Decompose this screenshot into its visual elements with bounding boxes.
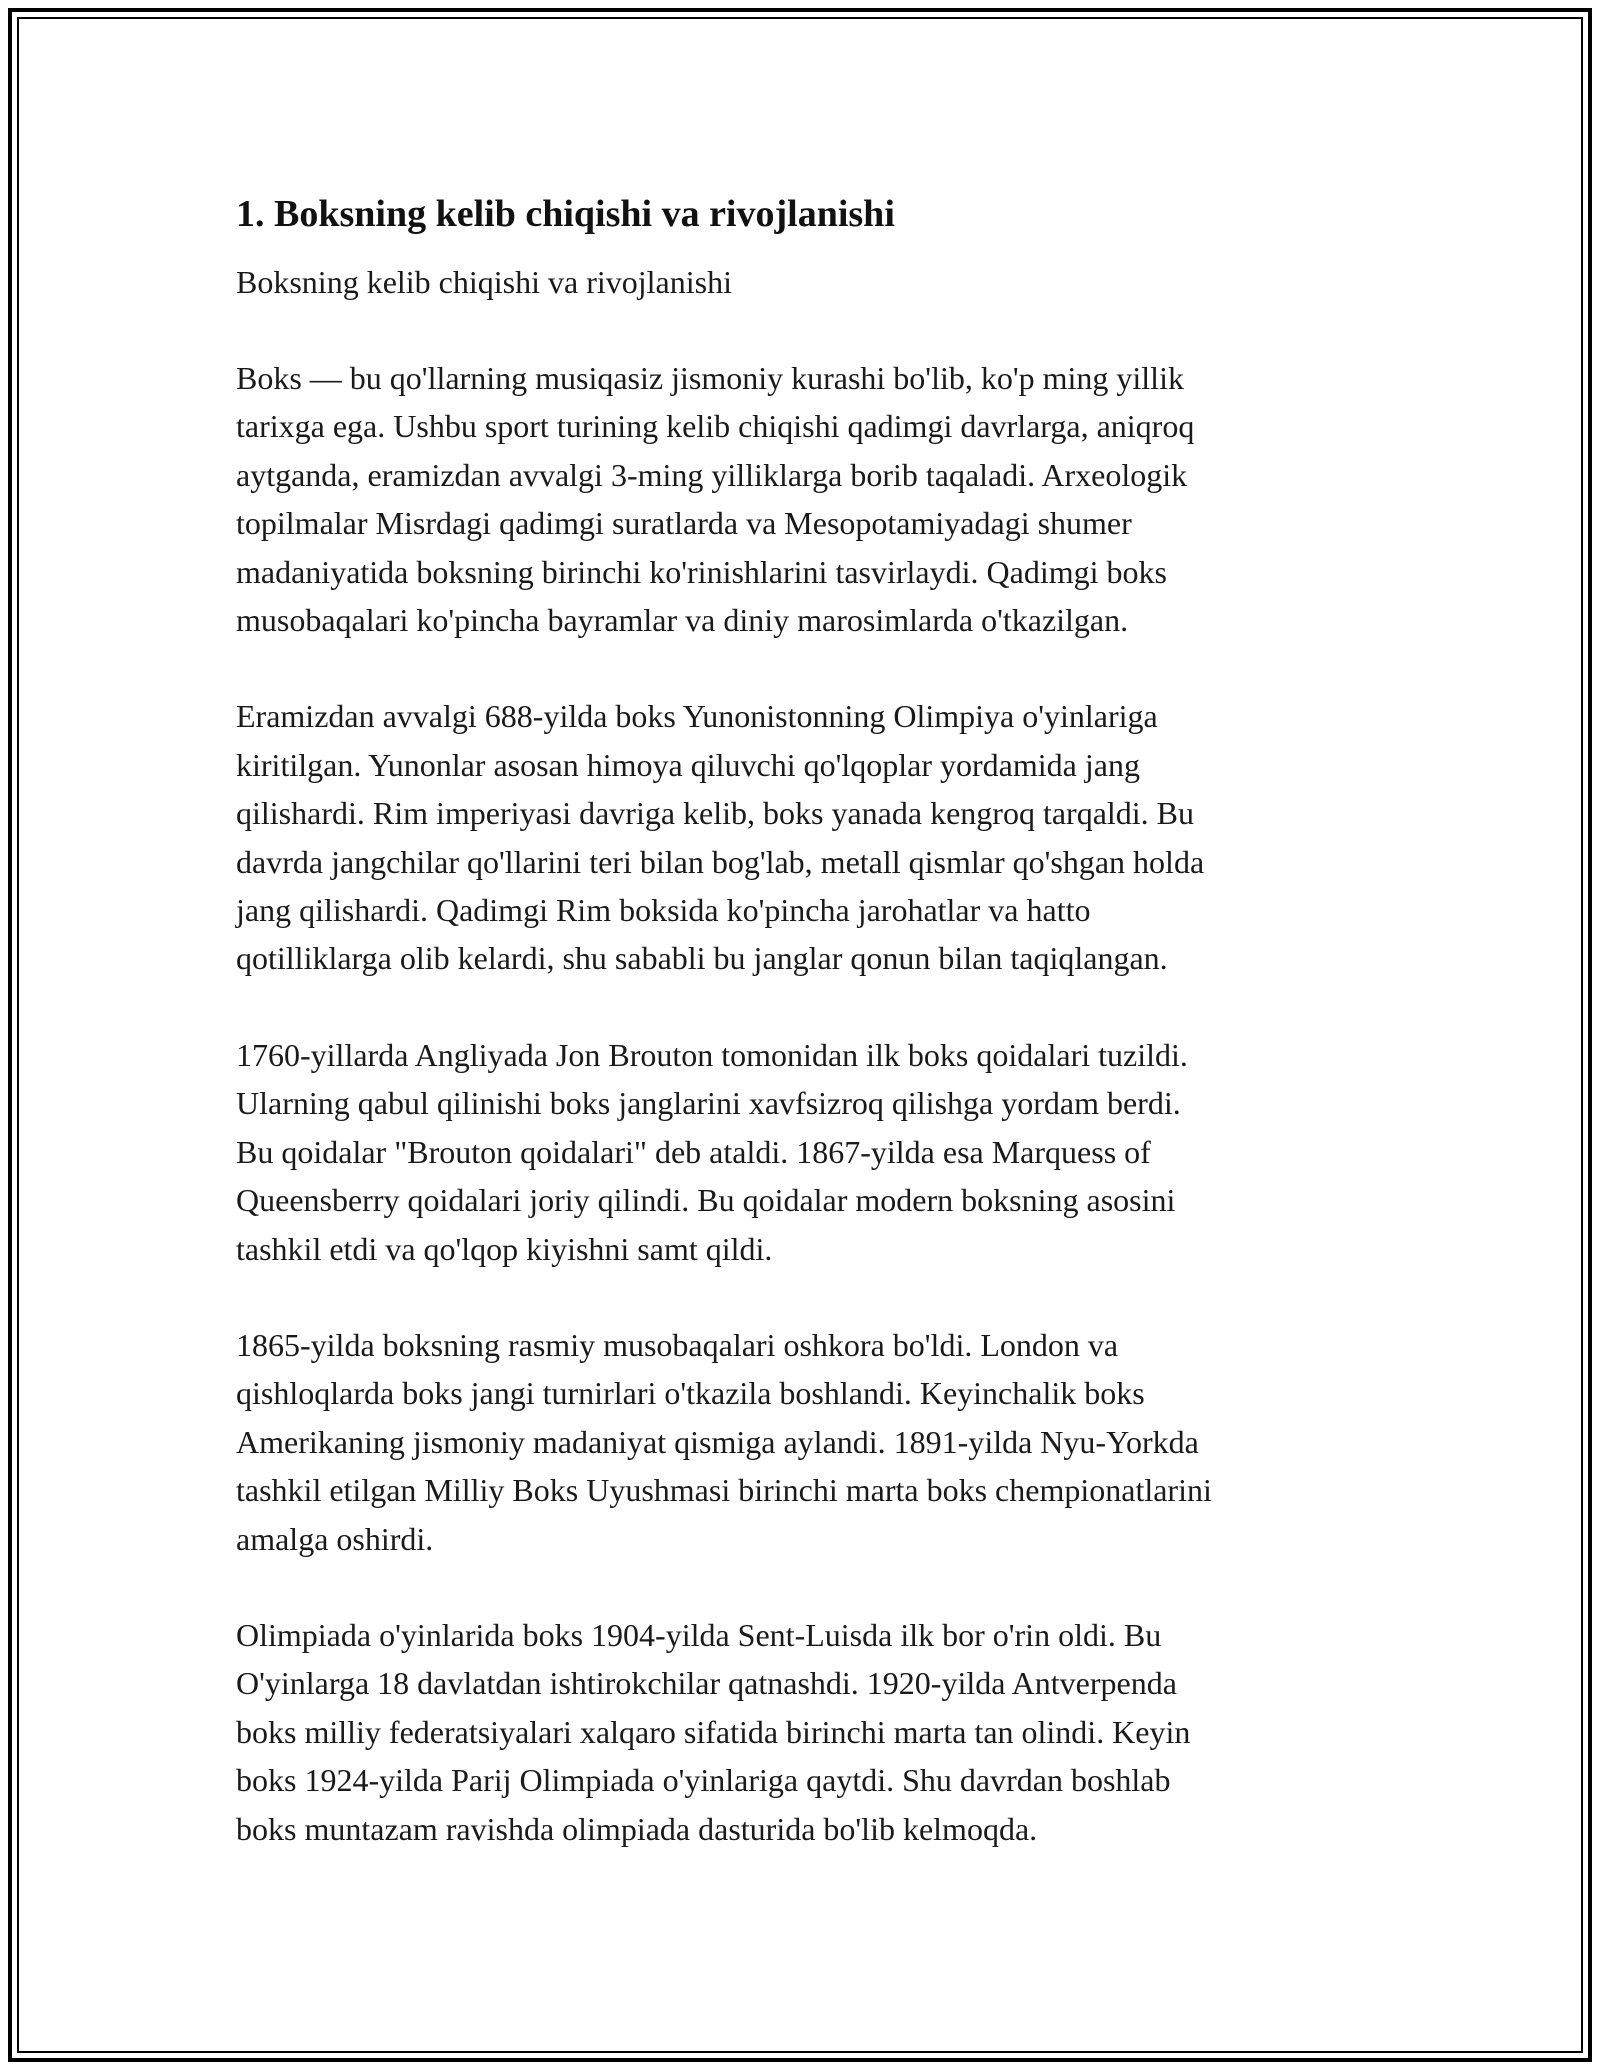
paragraph-olympics: Olimpiada o'yinlarida boks 1904-yilda Sent-Luisda ilk bor o'rin oldi. Bu O'yinlarga 18 davlatdan ishtirokchilar qatnashdi. 1920-yilda Antverpenda boks milliy federatsiyalari xalqaro sifatida birinchi marta tan olindi. Keyin boks 1924-yilda Parij Olimpiada o'yinlariga qaytdi. Shu davrdan boshlab boks muntazam ravishda olimpiada dasturida bo'lib kelmoqda.: [236, 1616, 1191, 1847]
paragraph-origins: Boks — bu qo'llarning musiqasiz jismoniy kurashi bo'lib, ko'p ming yillik tarixga ega. Ushbu sport turining kelib chiqishi qadimgi davrlarga, aniqroq aytganda, eramizdan avvalgi 3-ming yilliklarga borib taqaladi. Arxeologik topilmalar Misrdagi qadimgi suratlarda va Mesopotamiyadagi shumer madaniyatida boksning birinchi ko'rinishlarini tasvirlaydi. Qadimgi boks musobaqalari ko'pincha bayramlar va diniy marosimlarda o'tkazilgan.: [236, 360, 1195, 639]
section-subtitle: Boksning kelib chiqishi va rivojlanishi: [236, 264, 732, 300]
paragraph-official-competitions: 1865-yilda boksning rasmiy musobaqalari oshkora bo'ldi. London va qishloqlarda boks jangi turnirlari o'tkazila boshlandi. Keyinchalik boks Amerikaning jismoniy madaniyat qismiga aylandi. 1891-yilda Nyu-Yorkda tashkil etilgan Milliy Boks Uyushmasi birinchi marta boks chempionatlarini amalga oshirdi.: [236, 1326, 1212, 1557]
section-heading: 1. Boksning kelib chiqishi va rivojlanishi: [236, 193, 895, 235]
document-body: [236, 184, 1386, 1853]
paragraph-antiquity: Eramizdan avvalgi 688-yilda boks Yunonistonning Olimpiya o'yinlariga kiritilgan. Yunonlar asosan himoya qiluvchi qo'lqoplar yordamida jang qilishardi. Rim imperiyasi davriga kelib, boks yanada kengroq tarqaldi. Bu davrda jangchilar qo'llarini teri bilan bog'lab, metall qismlar qo'shgan holda jang qilishardi. Qadimgi Rim boksida ko'pincha jarohatlar va hatto qotilliklarga olib kelardi, shu sababli bu janglar qonun bilan taqiqlangan.: [236, 698, 1205, 977]
paragraph-rules: 1760-yillarda Angliyada Jon Brouton tomonidan ilk boks qoidalari tuzildi. Ularning qabul qilinishi boks janglarini xavfsizroq qilishga yordam berdi. Bu qoidalar "Brouton qoidalari" deb ataldi. 1867-yilda esa Marquess of Queensberry qoidalari joriy qilindi. Bu qoidalar modern boksning asosini tashkil etdi va qo'lqop kiyishni samt qildi.: [236, 1036, 1188, 1267]
